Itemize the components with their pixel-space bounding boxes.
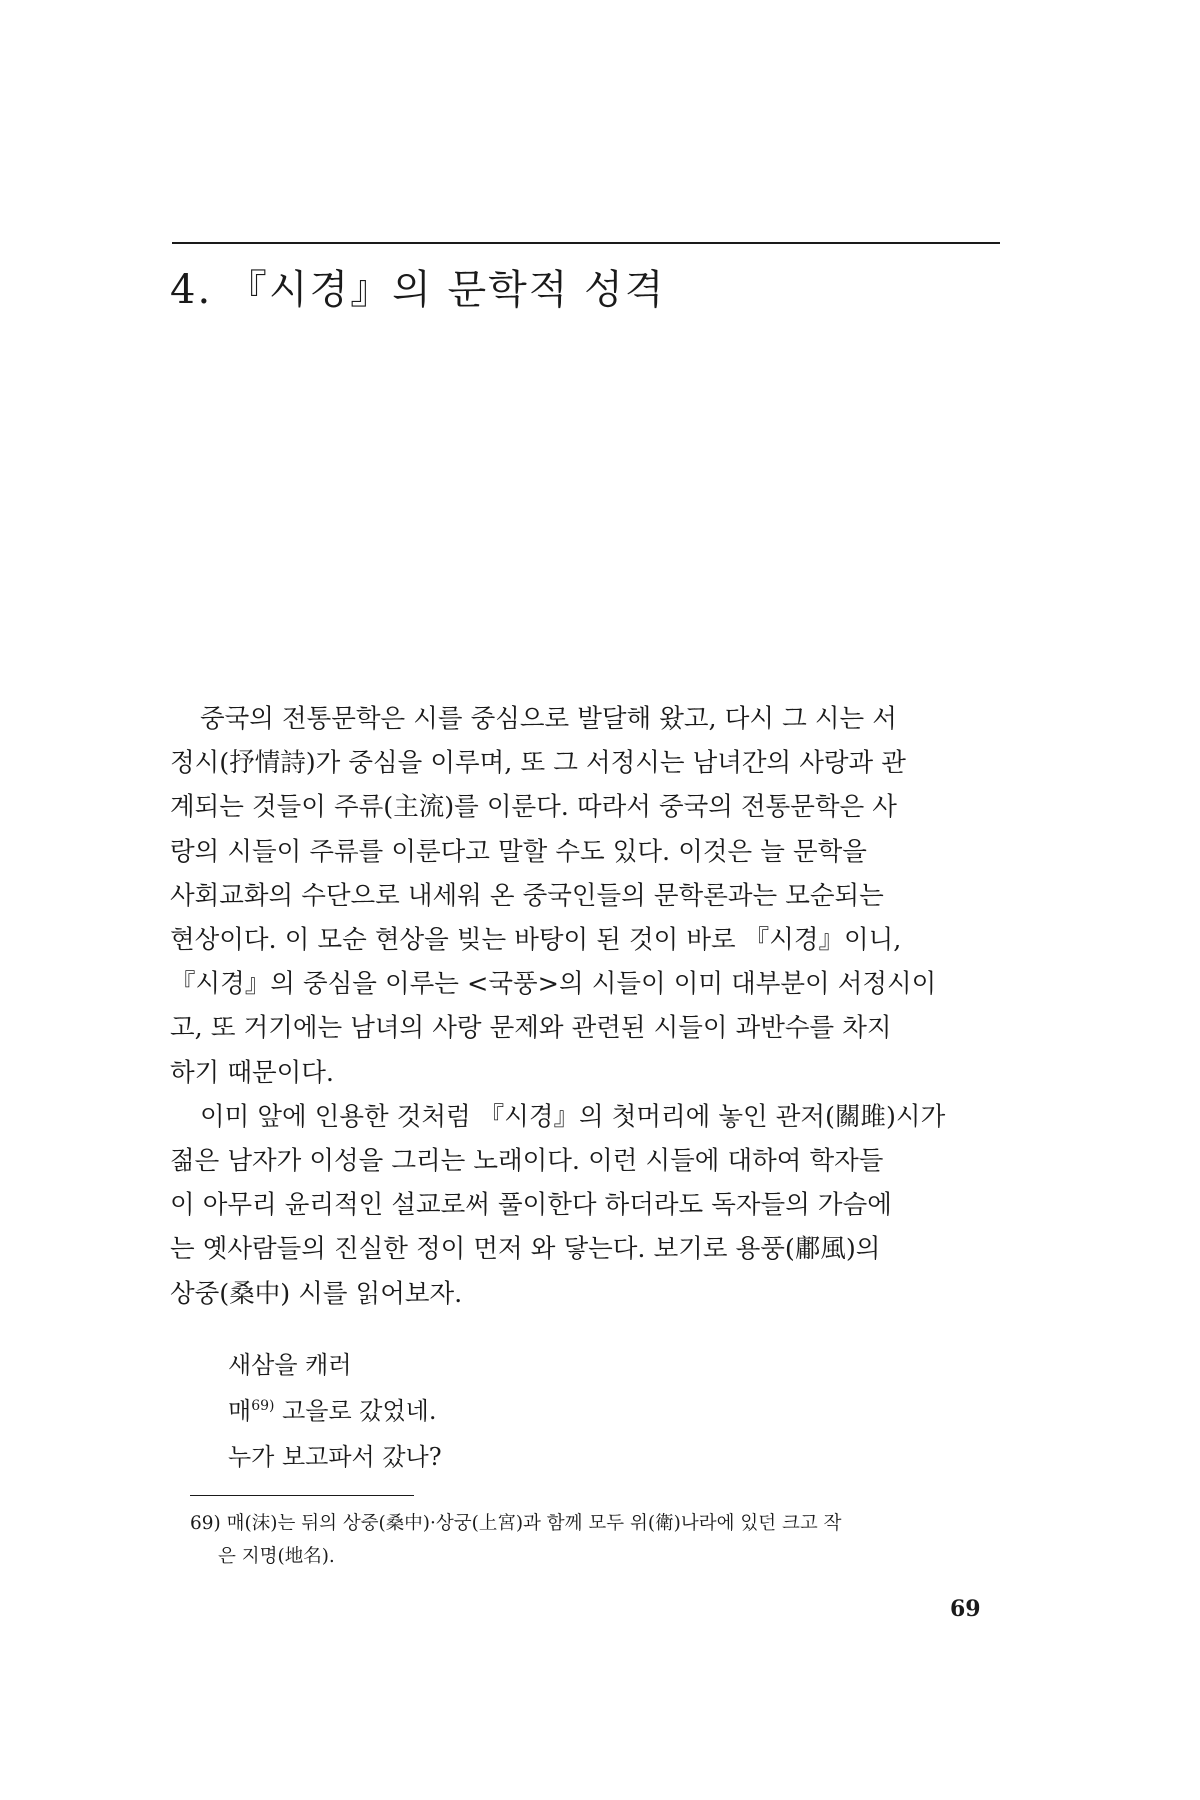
footnote-reference: 69) xyxy=(251,1398,275,1414)
paragraph-line: 이미 앞에 인용한 것처럼 『시경』의 첫머리에 놓인 관저(關雎)시가 xyxy=(200,1101,946,1132)
chapter-top-rule xyxy=(172,242,1000,244)
footnote-line: 69) 매(沫)는 뒤의 상중(桑中)·상궁(上宮)과 함께 모두 위(衛)나라에 있던 크고 작 xyxy=(190,1513,842,1534)
paragraph-line: 상중(桑中) 시를 읽어보자. xyxy=(170,1278,463,1309)
poem-text: 고을로 갔었네. xyxy=(274,1397,437,1425)
paragraph-line: 하기 때문이다. xyxy=(170,1057,335,1088)
body-text xyxy=(170,697,1000,1316)
paragraph-line: 고, 또 거기에는 남녀의 사랑 문제와 관련된 시들이 과반수를 차지 xyxy=(170,1013,892,1044)
footnote-line: 은 지명(地名). xyxy=(218,1546,335,1567)
paragraph-line: 중국의 전통문학은 시를 중심으로 발달해 왔고, 다시 그 시는 서 xyxy=(200,704,897,734)
poem-line xyxy=(228,1388,442,1434)
poem-line: 누가 보고파서 갔나? xyxy=(228,1443,442,1471)
paragraph-1 xyxy=(170,697,1000,1095)
paragraph-line: 정시(抒情詩)가 중심을 이루며, 또 그 서정시는 남녀간의 사랑과 관 xyxy=(170,748,906,779)
poem-line: 새삼을 캐러 xyxy=(228,1351,352,1379)
paragraph-line: 『시경』의 중심을 이루는 <국풍>의 시들이 이미 대부분이 서정시이 xyxy=(170,969,937,1000)
paragraph-line: 현상이다. 이 모순 현상을 빚는 바탕이 된 것이 바로 『시경』이니, xyxy=(170,925,902,956)
paragraph-line: 젊은 남자가 이성을 그리는 노래이다. 이런 시들에 대하여 학자들 xyxy=(170,1146,884,1177)
paragraph-line: 계되는 것들이 주류(主流)를 이룬다. 따라서 중국의 전통문학은 사 xyxy=(170,792,897,823)
paragraph-line: 는 옛사람들의 진실한 정이 먼저 와 닿는다. 보기로 용풍(鄘風)의 xyxy=(170,1234,881,1265)
poem-text: 매 xyxy=(228,1397,252,1425)
paragraph-line: 사회교화의 수단으로 내세워 온 중국인들의 문학론과는 모순되는 xyxy=(170,880,884,911)
footnote xyxy=(190,1507,1002,1573)
footnote-divider xyxy=(190,1495,414,1496)
paragraph-line: 이 아무리 윤리적인 설교로써 풀이한다 하더라도 독자들의 가슴에 xyxy=(170,1190,892,1221)
chapter-title: 4. 『시경』의 문학적 성격 xyxy=(170,267,666,313)
paragraph-2 xyxy=(170,1095,1000,1316)
poem-quote xyxy=(228,1342,442,1480)
paragraph-line: 랑의 시들이 주류를 이룬다고 말할 수도 있다. 이것은 늘 문학을 xyxy=(170,836,867,867)
page-number: 69 xyxy=(950,1596,981,1622)
